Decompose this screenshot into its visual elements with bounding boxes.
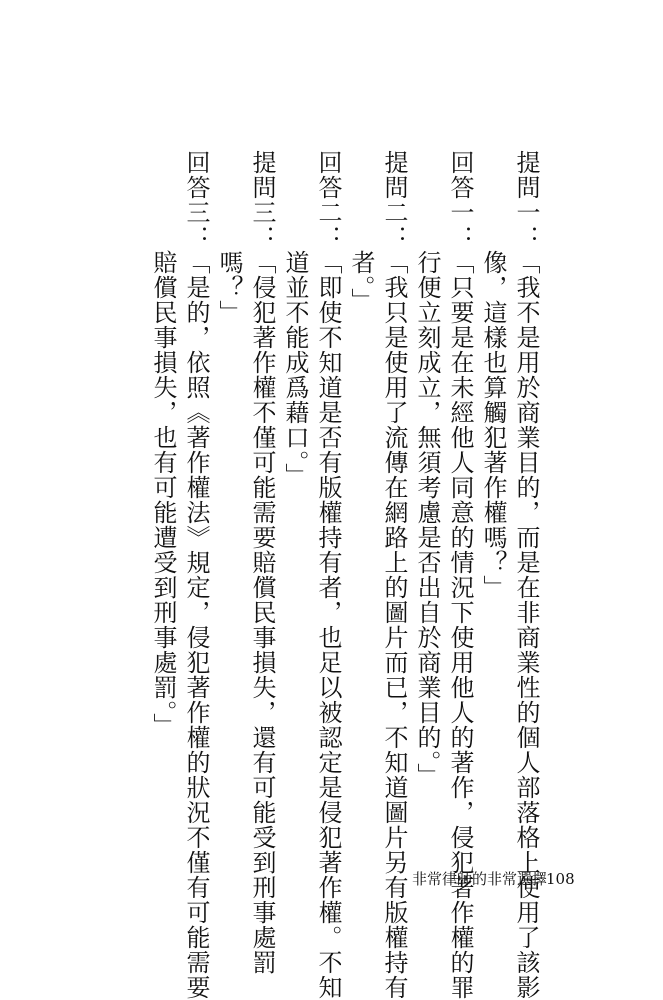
text-column-7: 回答二：「即使不知道是否有版權持有者，也足以被認定是侵犯著作權。不知 — [314, 150, 342, 1000]
text-column-1: 提問一：「我不是用於商業目的，而是在非商業性的個人部落格上使用了該影 — [512, 150, 540, 1000]
text-column-9: 提問三：「侵犯著作權不僅可能需要賠償民事損失，還有可能受到刑事處罰 — [248, 150, 276, 975]
text-column-11: 回答三：「是的，依照《著作權法》規定，侵犯著作權的狀況不僅有可能需要 — [182, 150, 210, 1000]
text-column-3: 回答一：「只要是在未經他人同意的情況下使用他人的著作，侵犯著作權的罪 — [446, 150, 474, 1000]
footer-book-title: 非常律師的非常選擇 — [412, 870, 548, 888]
text-column-4: 行便立刻成立，無須考慮是否出自於商業目的。」 — [413, 150, 441, 788]
text-column-5: 提問二：「我只是使用了流傳在網路上的圖片而已，不知道圖片另有版權持有 — [380, 150, 408, 1000]
footer-page-number: 108 — [546, 870, 575, 888]
text-column-8: 道並不能成爲藉口。」 — [281, 150, 309, 488]
text-column-2: 像，這樣也算觸犯著作權嗎？」 — [479, 150, 507, 600]
text-column-12: 賠償民事損失，也有可能遭受到刑事處罰。」 — [149, 150, 177, 738]
text-column-6: 者。」 — [347, 150, 375, 313]
text-column-10: 嗎？」 — [215, 150, 243, 325]
